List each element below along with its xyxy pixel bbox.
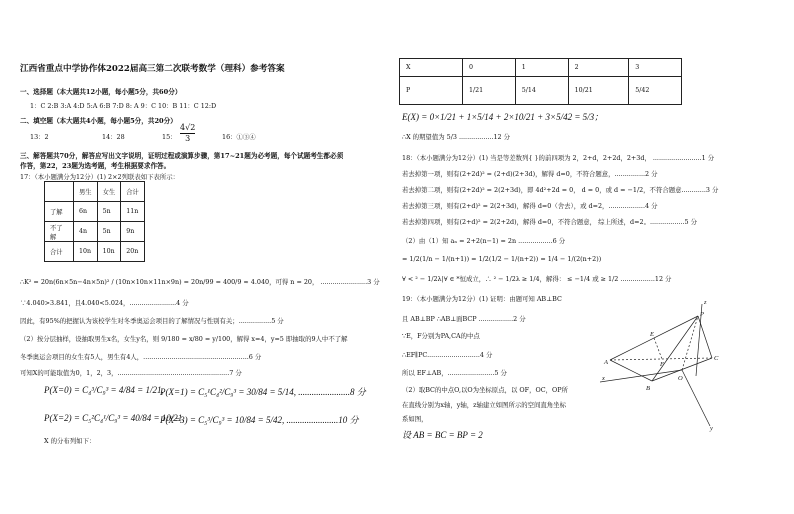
table-cell: P bbox=[400, 77, 463, 105]
answer-15-fraction bbox=[180, 123, 195, 144]
label-C: C bbox=[714, 355, 719, 362]
answer-14: 14：28 bbox=[102, 133, 125, 141]
choice-answers: 1：C 2:B 3:A 4:D 5:A 6:B 7:D 8: A 9：C 10：B 11：C 12:D bbox=[30, 102, 217, 110]
sampling-line-2: 冬季奥运会项目的女生有5人，男生有4人，....................................................6 分 bbox=[20, 353, 262, 361]
y-axis bbox=[682, 370, 710, 426]
edge-PC bbox=[698, 316, 712, 358]
label-F: F bbox=[660, 361, 664, 368]
distribution-table bbox=[399, 58, 682, 105]
q19-step4: 所以 EF⊥AB，.......................5 分 bbox=[402, 369, 507, 377]
table-row bbox=[45, 202, 145, 222]
q18-telescoping: = 1/2(1/n − 1/(n+1)) = 1/2(1/2 − 1/(n+2)) = 1/4 − 1/(2(n+2)) bbox=[402, 255, 602, 263]
table-row bbox=[45, 182, 145, 202]
table-cell: 不了解 bbox=[45, 222, 74, 242]
answer-15-numerator: 4√2 bbox=[180, 123, 196, 132]
table-cell: X bbox=[400, 59, 463, 77]
table-cell: 3 bbox=[629, 59, 682, 77]
table-cell: 5n bbox=[97, 222, 121, 242]
table-cell: 0 bbox=[463, 59, 516, 77]
q18-case2: 若去掉第二项，则有(2+2d)² = 2(2+3d)，即 4d²+2d = 0， d = 0，或 d = −1/2，不符合题意............3 分 bbox=[402, 186, 719, 194]
prob-x1: P(X=1) = C₅¹C₄²/C₉³ = 30/84 = 5/14, .......................8 分 bbox=[160, 387, 366, 397]
section3-heading: 三、解答题共70分，解答应写出文字说明，证明过程或演算步骤，第17~21题为必考题，每个试题考生都必须 bbox=[20, 152, 344, 160]
table-cell: 4n bbox=[74, 222, 98, 242]
prob-x2: P(X=2) = C₅²C₄¹/C₉³ = 40/84 = 10/21, bbox=[44, 413, 185, 423]
table-cell: 5/14 bbox=[515, 77, 568, 105]
section1-heading: 一、选择题（本大题共12小题，每小题5分，共60分） bbox=[20, 88, 182, 96]
table-cell: 合计 bbox=[121, 182, 145, 202]
q17-title: 17：（本小题满分为12分）(1) 2×2列联表如下表所示： bbox=[20, 173, 180, 181]
q19-part2-line3: 系如图， bbox=[402, 415, 428, 423]
table-cell: 女生 bbox=[97, 182, 121, 202]
q18-title: 18：（本小题满分为12分）(1) 当是等差数列{ }的前四项为 2，2+d，2+2d，2+3d， ........................1 分 bbox=[402, 154, 715, 162]
label-x: x bbox=[602, 375, 605, 382]
expectation-result: ∴X 的期望值为 5/3 .................12 分 bbox=[402, 133, 511, 141]
section3-heading-2: 作答，第22，23题为选考题，考生根据要求作答。 bbox=[20, 162, 171, 170]
page-title: 江西省重点中学协作体2022届高三第二次联考数学（理科）参考答案 bbox=[20, 64, 285, 74]
table-row bbox=[400, 77, 682, 105]
table-cell bbox=[45, 182, 74, 202]
edge-AB bbox=[610, 360, 652, 381]
table-cell: 6n bbox=[74, 202, 98, 222]
table-cell: 10n bbox=[97, 242, 121, 262]
distribution-label: X 的分布列如下： bbox=[44, 437, 96, 445]
x-axis bbox=[600, 370, 682, 382]
answer-15-denominator: 3 bbox=[180, 133, 195, 144]
answer-15-label: 15： bbox=[162, 133, 177, 141]
edge-AC bbox=[610, 358, 712, 360]
table-cell: 10/21 bbox=[568, 77, 629, 105]
table-cell: 9n bbox=[121, 222, 145, 242]
label-P: P bbox=[700, 311, 704, 318]
table-cell: 5/42 bbox=[629, 77, 682, 105]
q18-part2: （2）由（1）知 aₙ = 2+2(n−1) = 2n .................6 分 bbox=[402, 237, 566, 245]
expectation-formula: E(X) = 0×1/21 + 1×5/14 + 2×10/21 + 3×5/42 = 5/3； bbox=[402, 112, 604, 122]
q19-title: 19：（本小题满分为12分）(1) 证明：由题可知 AB⊥BC bbox=[402, 295, 562, 303]
geometry-diagram bbox=[600, 296, 724, 436]
q19-part2: （2）取BC的中点O,以O为坐标原点，以 OF，OC，OP所 bbox=[402, 386, 568, 394]
table-row bbox=[45, 242, 145, 262]
q19-step2: ∵E，F分别为PA,CA的中点 bbox=[402, 332, 480, 340]
table-row bbox=[400, 59, 682, 77]
label-O: O bbox=[678, 375, 683, 382]
sampling-line: （2）按分层抽样，设抽取男生x名，女生y名，则 9/180 = x/80 = y/100，解得 x=4，y=5 即抽取的9人中不了解 bbox=[20, 335, 348, 343]
table-cell: 男生 bbox=[74, 182, 98, 202]
prob-x3: P(X=3) = C₅³/C₉³ = 10/84 = 5/42, .......................10 分 bbox=[160, 415, 359, 425]
table-cell: 20n bbox=[121, 242, 145, 262]
label-E: E bbox=[650, 331, 654, 338]
table-cell: 2 bbox=[568, 59, 629, 77]
q18-case1: 若去掉第一项，则有(2+2d)² = (2+d)(2+3d)，解得 d=0，不符合题意，...............2 分 bbox=[402, 170, 658, 178]
contingency-table bbox=[44, 181, 145, 262]
table-cell: 10n bbox=[74, 242, 98, 262]
table-cell: 5n bbox=[97, 202, 121, 222]
table-row bbox=[45, 222, 145, 242]
table-cell: 合计 bbox=[45, 242, 74, 262]
answer-13: 13：2 bbox=[30, 133, 49, 141]
segment-OP bbox=[682, 316, 698, 370]
q19-assumption: 设 AB = BC = BP = 2 bbox=[402, 430, 483, 440]
k2-formula: ∴K² = 20n(6n×5n−4n×5n)² / (10n×10n×11n×9n) = 20n/99 = 400/9 ≈ 4.040，可得 n = 20， .......................3 分 bbox=[20, 278, 380, 286]
values-line: 可知X的可能取值为0，1，2，3，.......................................................7 分 bbox=[20, 369, 242, 377]
q18-inequality: ∀ < ² − 1/2λ|∀ ∈ *恒成立，∴ ² − 1/2λ ≥ 1/4，解得： ≤ −1/4 或 ≥ 1/2 .................12 分 bbox=[402, 275, 672, 283]
table-cell: 1 bbox=[515, 59, 568, 77]
prob-x0: P(X=0) = C₄³/C₉³ = 4/84 = 1/21, bbox=[44, 385, 164, 395]
segment-EF bbox=[654, 338, 662, 359]
q19-part2-line2: 在直线分别为x轴，y轴，z轴建立如图所示的空间直角坐标 bbox=[402, 401, 566, 409]
comparison-line: ∵4.040>3.841，且4.040<5.024，.......................4 分 bbox=[20, 299, 189, 307]
q19-step1: 且 AB⊥BP ∴AB⊥面BCP .................2 分 bbox=[402, 315, 526, 323]
table-cell: 11n bbox=[121, 202, 145, 222]
q18-case3: 若去掉第三项，则有(2+d)² = 2(2+3d)，解得 d=0（舍去），或 d=2，..................4 分 bbox=[402, 202, 658, 210]
q19-step3: ∴EF∥PC..........................4 分 bbox=[402, 351, 493, 359]
label-B: B bbox=[646, 385, 650, 392]
q18-case4: 若去掉第四项，则有(2+d)² = 2(2+2d)，解得 d=0，不符合题意， 综上所述，d=2。.................5 分 bbox=[402, 218, 697, 226]
table-cell: 1/21 bbox=[463, 77, 516, 105]
section2-heading: 二、填空题（本大题共4小题，每小题5分，共20分） bbox=[20, 117, 177, 125]
answer-16: 16：①③④ bbox=[222, 133, 256, 141]
label-y: y bbox=[710, 425, 713, 432]
label-A: A bbox=[604, 359, 608, 366]
conclusion-line: 因此，有95%的把握认为该校学生对冬季奥运会项目的了解情况与性别有关；................5 分 bbox=[20, 317, 284, 325]
table-cell: 了解 bbox=[45, 202, 74, 222]
label-z: z bbox=[704, 299, 707, 306]
